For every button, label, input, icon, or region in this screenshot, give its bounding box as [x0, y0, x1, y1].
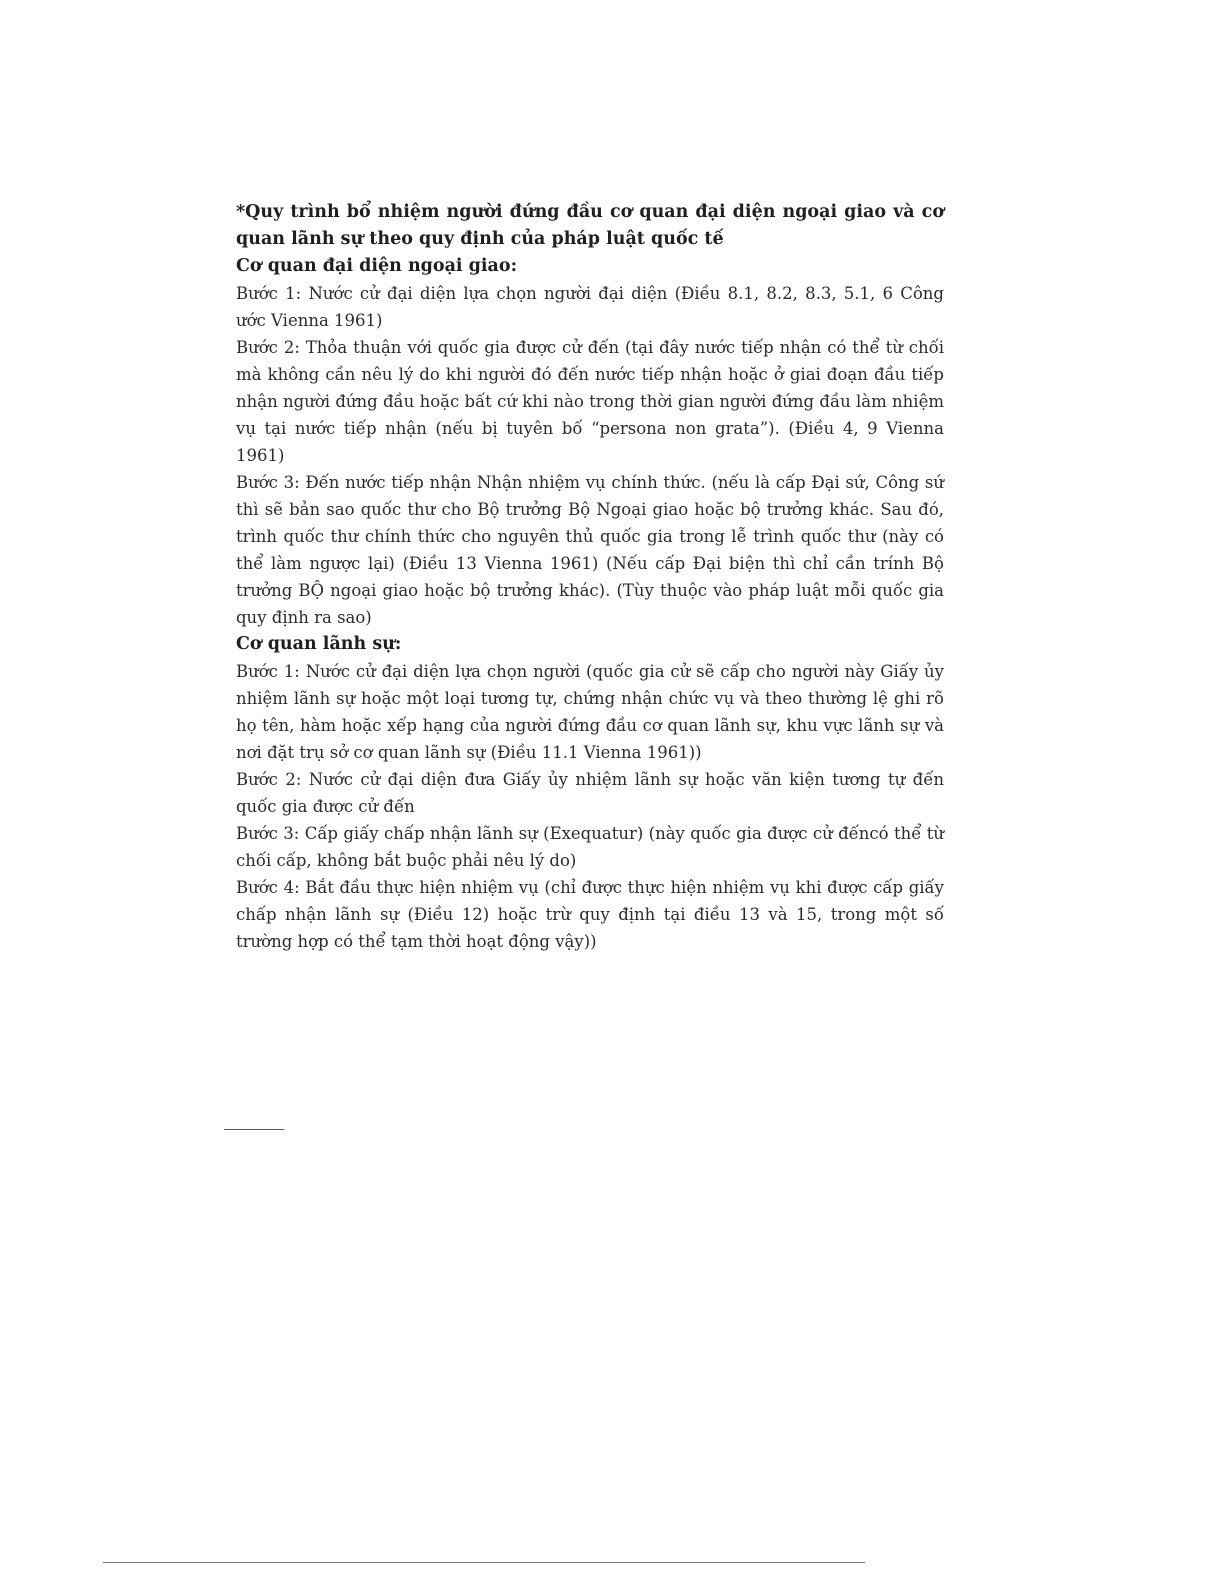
diplomatic-step-2: Bước 2: Thỏa thuận với quốc gia được cử đến (tại đây nước tiếp nhận có thể từ chối mà không cần nêu lý do khi người đó đến nước tiếp nhận hoặc ở giai đoạn đầu tiếp nhận người đứng đầu hoặc bất cứ khi nào trong thời gian người đứng đầu làm nhiệm vụ tại nước tiếp nhận (nếu bị tuyên bố “persona non grata”). (Điều 4, 9 Vienna 1961) — [236, 338, 944, 465]
document-title: *Quy trình bổ nhiệm người đứng đầu cơ quan đại diện ngoại giao và cơ quan lãnh sự theo quy định của pháp luật quốc tế — [236, 202, 944, 249]
footnote-separator — [224, 1129, 284, 1130]
consular-step-3: Bước 3: Cấp giấy chấp nhận lãnh sự (Exequatur) (này quốc gia được cử đếncó thể từ chối cấp, không bắt buộc phải nêu lý do) — [236, 824, 944, 870]
consular-step-4: Bước 4: Bắt đầu thực hiện nhiệm vụ (chỉ được thực hiện nhiệm vụ khi được cấp giấy chấp nhận lãnh sự (Điều 12) hoặc trừ quy định tại điều 13 và 15, trong một số trường hợp có thể tạm thời hoạt động vậy)) — [236, 878, 944, 951]
page-bottom-rule — [103, 1562, 865, 1563]
diplomatic-step-1: Bước 1: Nước cử đại diện lựa chọn người đại diện (Điều 8.1, 8.2, 8.3, 5.1, 6 Công ước Vienna 1961) — [236, 284, 944, 330]
diplomatic-step-3: Bước 3: Đến nước tiếp nhận Nhận nhiệm vụ chính thức. (nếu là cấp Đại sứ, Công sứ thì sẽ bản sao quốc thư cho Bộ trưởng Bộ Ngoại giao hoặc bộ trưởng khác. Sau đó, trình quốc thư chính thức cho nguyên thủ quốc gia trong lễ trình quốc thư (này có thể làm ngược lại) (Điều 13 Vienna 1961) (Nếu cấp Đại biện thì chỉ cần trính Bộ trưởng BỘ ngoại giao hoặc bộ trưởng khác). (Tùy thuộc vào pháp luật mỗi quốc gia quy định ra sao) — [236, 473, 944, 627]
consular-step-1: Bước 1: Nước cử đại diện lựa chọn người (quốc gia cử sẽ cấp cho người này Giấy ủy nhiệm lãnh sự hoặc một loại tương tự, chứng nhận chức vụ và theo thường lệ ghi rõ họ tên, hàm hoặc xếp hạng của người đứng đầu cơ quan lãnh sự, khu vực lãnh sự và nơi đặt trụ sở cơ quan lãnh sự (Điều 11.1 Vienna 1961)) — [236, 662, 944, 762]
document-body — [236, 199, 944, 955]
section-heading-diplomatic: Cơ quan đại diện ngoại giao: — [236, 256, 518, 276]
consular-step-2: Bước 2: Nước cử đại diện đưa Giấy ủy nhiệm lãnh sự hoặc văn kiện tương tự đến quốc gia được cử đến — [236, 770, 944, 816]
section-heading-consular: Cơ quan lãnh sự: — [236, 634, 402, 654]
